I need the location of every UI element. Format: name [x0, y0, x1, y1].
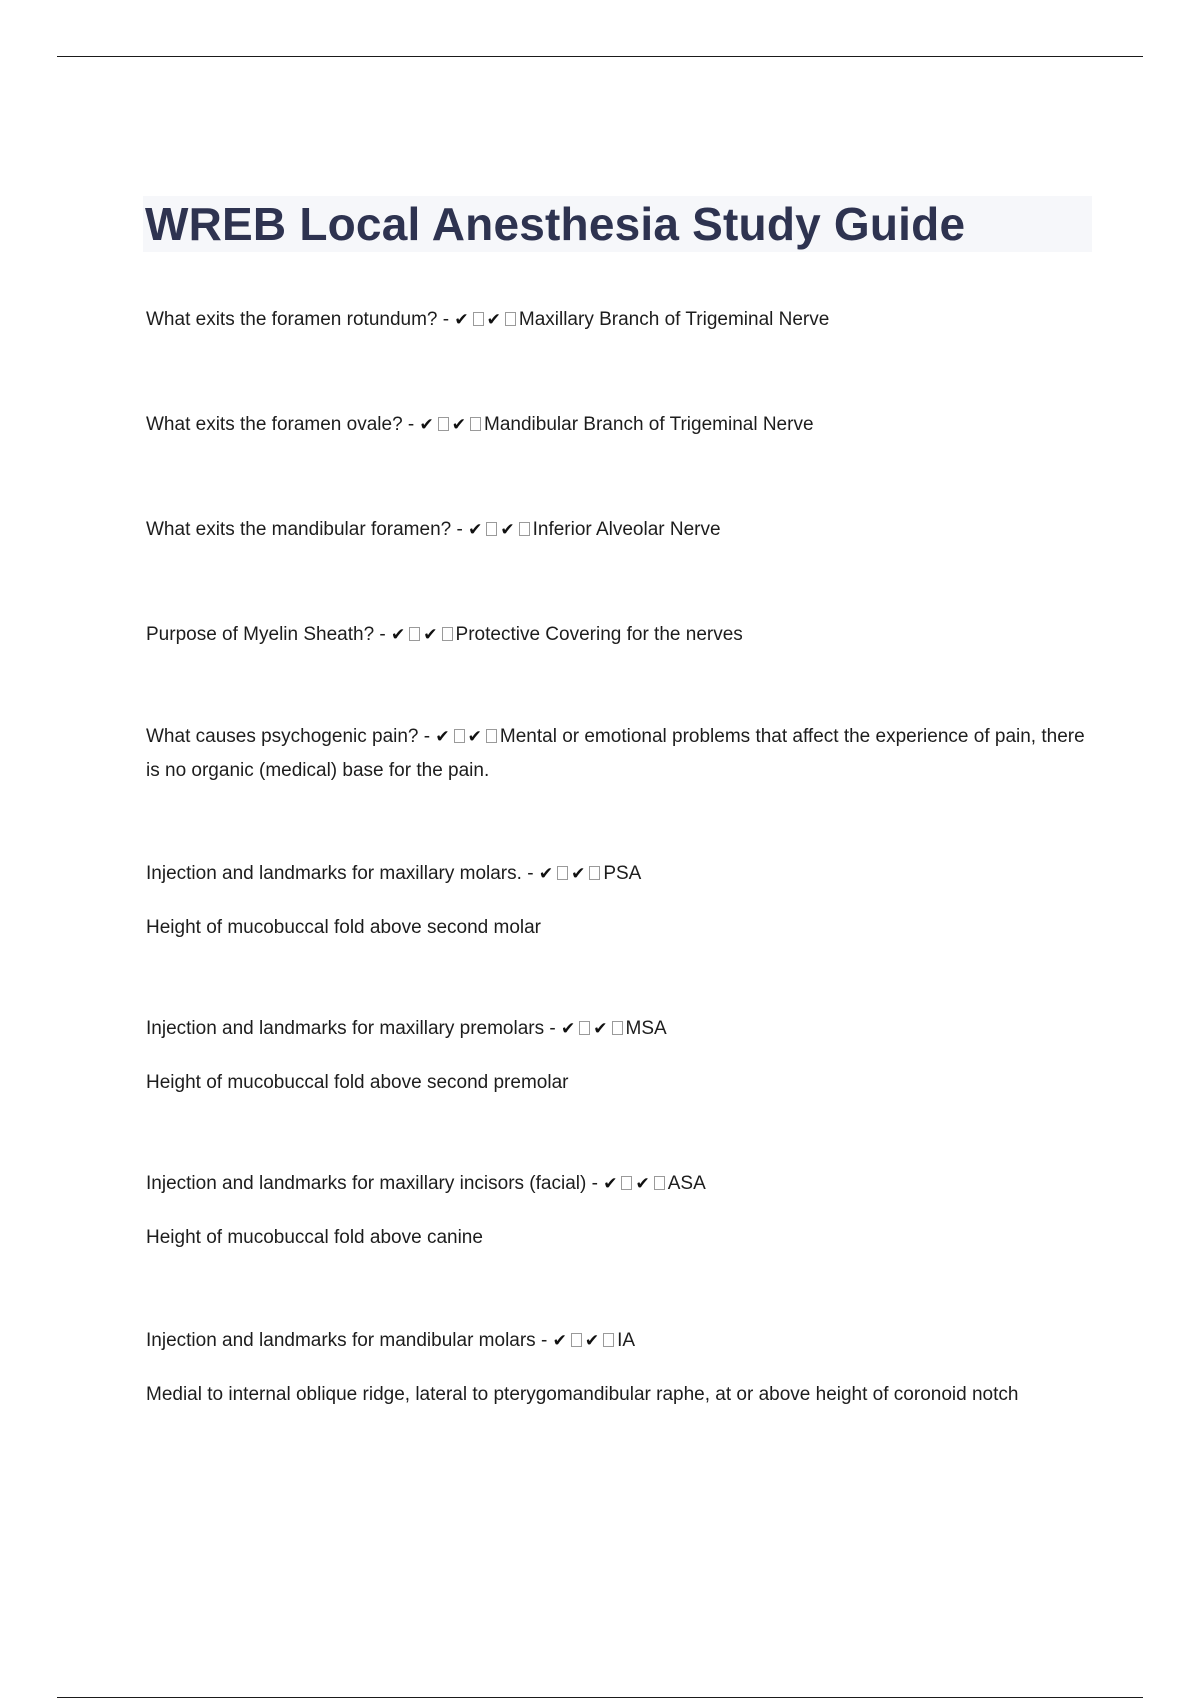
flashcard-3 [146, 513, 1086, 547]
flashcard-line [146, 303, 1086, 337]
check-mark-icon: ✔ [467, 727, 483, 747]
answer-text: Inferior Alveolar Nerve [532, 519, 721, 540]
check-mark-icon: ✔ [486, 310, 502, 330]
flashcard-2 [146, 408, 1086, 442]
check-mark-icon: ✔ [584, 1331, 601, 1351]
document-title: WREB Local Anesthesia Study Guide [145, 198, 966, 250]
placeholder-box-icon [519, 522, 530, 536]
answer-detail: Height of mucobuccal fold above canine [146, 1227, 483, 1248]
check-mark-icon: ✔ [552, 1331, 568, 1351]
question-text: Injection and landmarks for maxillary premolars - [146, 1018, 556, 1039]
check-mark-icon: ✔ [500, 520, 516, 540]
answer-text: Protective Covering for the nerves [455, 624, 743, 645]
check-mark-icon: ✔ [468, 520, 484, 540]
placeholder-box-icon [473, 312, 484, 326]
answer-detail: Height of mucobuccal fold above second premolar [146, 1072, 569, 1093]
check-mark-icon: ✔ [561, 1019, 577, 1039]
question-text: Injection and landmarks for maxillary molars. - [146, 863, 534, 884]
flashcard-line [146, 618, 1086, 652]
flashcard-line [146, 513, 1086, 547]
flashcard-7 [146, 1012, 1086, 1099]
flashcard-line [146, 857, 1086, 891]
placeholder-box-icon [571, 1333, 582, 1347]
flashcard-line [146, 408, 1086, 442]
flashcard-1 [146, 303, 1086, 337]
check-mark-icon: ✔ [391, 625, 407, 645]
check-mark-icon: ✔ [419, 415, 435, 435]
check-mark-icon: ✔ [435, 727, 451, 747]
check-mark-icon: ✔ [538, 864, 555, 884]
answer-detail: Height of mucobuccal fold above second molar [146, 917, 542, 938]
placeholder-box-icon [557, 866, 568, 880]
answer-text: Mandibular Branch of Trigeminal Nerve [484, 414, 814, 435]
placeholder-box-icon [438, 417, 449, 431]
placeholder-box-icon [603, 1333, 614, 1347]
placeholder-box-icon [409, 627, 420, 641]
flashcard-line [146, 1324, 1086, 1358]
flashcard-line [146, 1012, 1086, 1046]
answer-text: PSA [603, 863, 642, 884]
header-rule [57, 56, 1143, 57]
check-mark-icon: ✔ [454, 310, 470, 330]
check-mark-icon: ✔ [423, 625, 439, 645]
answer-text: MSA [625, 1018, 667, 1039]
question-text: What causes psychogenic pain? - [146, 726, 431, 747]
placeholder-box-icon [589, 866, 600, 880]
check-mark-icon: ✔ [451, 415, 468, 435]
placeholder-box-icon [470, 417, 481, 431]
flashcard-9 [146, 1324, 1086, 1411]
placeholder-box-icon [579, 1021, 590, 1035]
flashcard-6 [146, 857, 1086, 944]
placeholder-box-icon [654, 1176, 665, 1190]
answer-detail: Medial to internal oblique ridge, lateral to pterygomandibular raphe, at or above height of coronoid notch [146, 1384, 1019, 1405]
placeholder-box-icon [612, 1021, 623, 1035]
question-text: Injection and landmarks for mandibular molars - [146, 1330, 548, 1351]
question-text: Injection and landmarks for maxillary incisors (facial) - [146, 1173, 598, 1194]
flashcard-4 [146, 618, 1086, 652]
question-text: What exits the foramen rotundum? - [146, 309, 450, 330]
check-mark-icon: ✔ [635, 1174, 651, 1194]
check-mark-icon: ✔ [593, 1019, 609, 1039]
placeholder-box-icon [454, 729, 465, 743]
answer-text: ASA [667, 1173, 706, 1194]
footer-rule [57, 1697, 1143, 1698]
placeholder-box-icon [505, 312, 516, 326]
answer-text: IA [617, 1330, 636, 1351]
answer-text: Maxillary Branch of Trigeminal Nerve [518, 309, 830, 330]
flashcard-5 [146, 720, 1086, 787]
placeholder-box-icon [442, 627, 453, 641]
flashcard-line [146, 1167, 1086, 1201]
check-mark-icon: ✔ [571, 864, 587, 884]
flashcard-8 [146, 1167, 1086, 1254]
flashcard-line [146, 720, 1086, 787]
question-text: What exits the foramen ovale? - [146, 414, 415, 435]
question-text: Purpose of Myelin Sheath? - [146, 624, 386, 645]
question-text: What exits the mandibular foramen? - [146, 519, 463, 540]
placeholder-box-icon [486, 522, 497, 536]
placeholder-box-icon [621, 1176, 632, 1190]
answer-text: Mental or emotional problems that affect the experience of pain, there is no organic (medical) base for the pain. [146, 726, 1085, 781]
check-mark-icon: ✔ [603, 1174, 619, 1194]
placeholder-box-icon [486, 729, 497, 743]
